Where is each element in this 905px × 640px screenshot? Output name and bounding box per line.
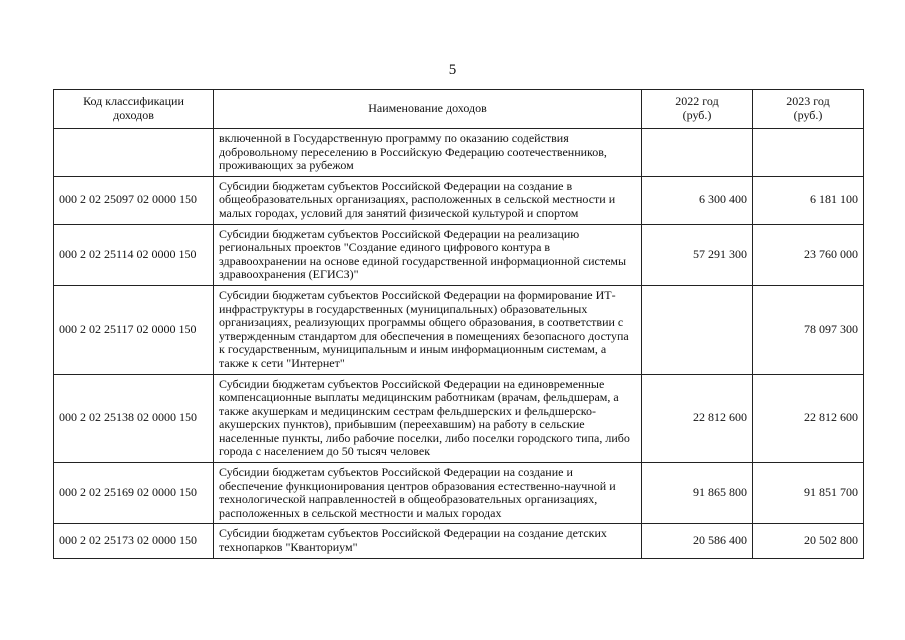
row-name: Субсидии бюджетам субъектов Российской Федерации на создание в общеобразовательных организациях, расположенных в сельской местности и малых городах, условий для занятий физической культурой и спортом xyxy=(214,176,642,224)
header-2022-line1: 2022 год xyxy=(675,94,719,109)
table-row xyxy=(54,463,864,524)
header-2023-line2: (руб.) xyxy=(793,108,823,122)
row-amount-2022: 57 291 300 xyxy=(642,224,753,285)
row-name: Субсидии бюджетам субъектов Российской Федерации на реализацию региональных проектов "Создание единого цифрового контура в здравоохранении на основе единой государственной информационной системы здравоохранения (ЕГИСЗ)" xyxy=(214,224,642,285)
row-amount-2022: 6 300 400 xyxy=(642,176,753,224)
row-amount-2023: 78 097 300 xyxy=(753,285,864,374)
row-code: 000 2 02 25173 02 0000 150 xyxy=(54,524,214,558)
row-amount-2022: 20 586 400 xyxy=(642,524,753,558)
row-name: включенной в Государственную программу по оказанию содействия добровольному переселению в Российскую Федерацию соотечественников, проживающих за рубежом xyxy=(214,129,642,177)
table-row xyxy=(54,285,864,374)
row-amount-2022 xyxy=(642,129,753,177)
header-2022-line2: (руб.) xyxy=(682,108,712,122)
row-code: 000 2 02 25138 02 0000 150 xyxy=(54,374,214,463)
row-name: Субсидии бюджетам субъектов Российской Федерации на создание и обеспечение функционирования центров образования естественно-научной и технологической направленностей в общеобразовательных организациях, расположенных в сельской местности и малых городах xyxy=(214,463,642,524)
row-amount-2023: 22 812 600 xyxy=(753,374,864,463)
table-row xyxy=(54,224,864,285)
row-amount-2023: 20 502 800 xyxy=(753,524,864,558)
row-amount-2023: 91 851 700 xyxy=(753,463,864,524)
row-amount-2022 xyxy=(642,285,753,374)
header-code-line2: доходов xyxy=(113,108,154,122)
row-code xyxy=(54,129,214,177)
row-name: Субсидии бюджетам субъектов Российской Федерации на создание детских технопарков "Кванториум" xyxy=(214,524,642,558)
header-2023 xyxy=(753,90,864,129)
row-amount-2022: 91 865 800 xyxy=(642,463,753,524)
header-code xyxy=(54,90,214,129)
revenue-table xyxy=(53,89,864,559)
header-2023-line1: 2023 год xyxy=(786,94,830,109)
row-code: 000 2 02 25114 02 0000 150 xyxy=(54,224,214,285)
header-name: Наименование доходов xyxy=(214,90,642,129)
table-header-row xyxy=(54,90,864,129)
table-row xyxy=(54,524,864,558)
row-code: 000 2 02 25117 02 0000 150 xyxy=(54,285,214,374)
header-code-line1: Код классификации xyxy=(83,94,184,109)
row-amount-2023: 23 760 000 xyxy=(753,224,864,285)
row-amount-2023: 6 181 100 xyxy=(753,176,864,224)
header-2022 xyxy=(642,90,753,129)
row-code: 000 2 02 25097 02 0000 150 xyxy=(54,176,214,224)
row-name: Субсидии бюджетам субъектов Российской Федерации на формирование ИТ-инфраструктуры в государственных (муниципальных) образовательных организациях, реализующих программы общего образования, в соответствии с утвержденным стандартом для обеспечения в помещениях безопасного доступа к государственным, муниципальным и иным информационным системам, а также к сети "Интернет" xyxy=(214,285,642,374)
table-row xyxy=(54,374,864,463)
row-name: Субсидии бюджетам субъектов Российской Федерации на единовременные компенсационные выплаты медицинским работникам (врачам, фельдшерам, а также акушеркам и медицинским сестрам фельдшерских и фельдшерско-акушерских пунктов), прибывшим (переехавшим) на работу в сельские населенные пункты, либо рабочие поселки, либо поселки городского типа, либо города с населением до 50 тысяч человек xyxy=(214,374,642,463)
page-number: 5 xyxy=(448,62,457,78)
table-row xyxy=(54,176,864,224)
table-row xyxy=(54,129,864,177)
row-amount-2022: 22 812 600 xyxy=(642,374,753,463)
row-amount-2023 xyxy=(753,129,864,177)
row-code: 000 2 02 25169 02 0000 150 xyxy=(54,463,214,524)
